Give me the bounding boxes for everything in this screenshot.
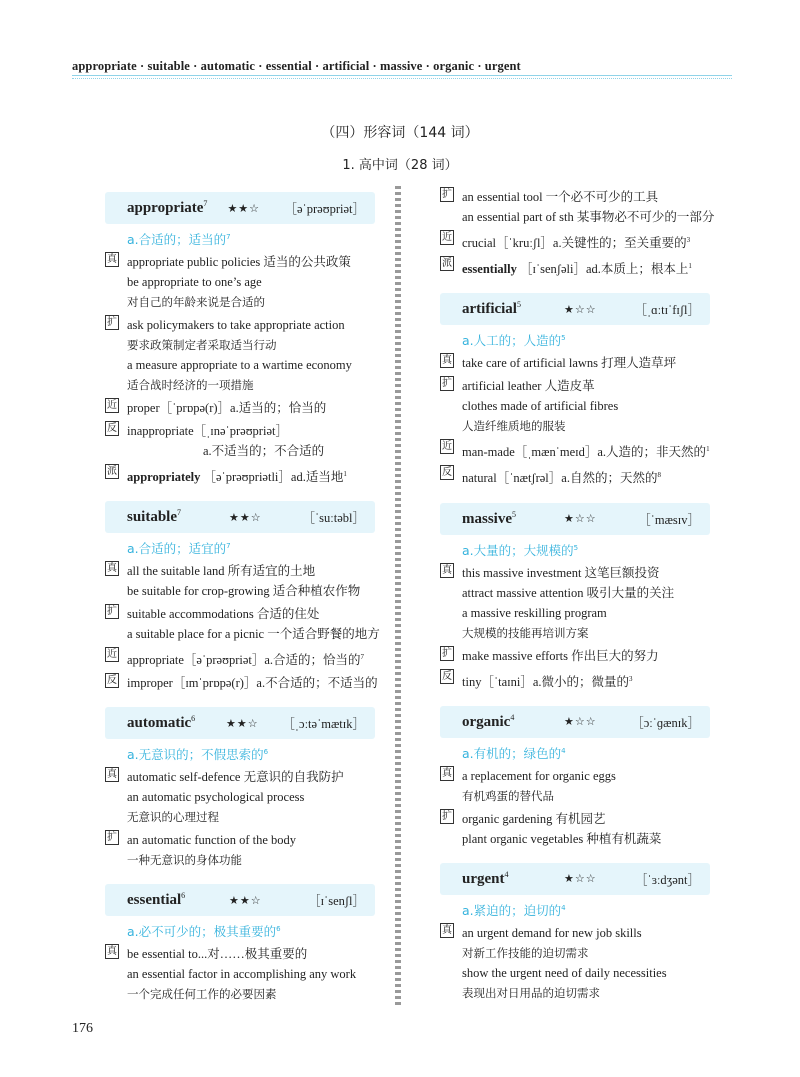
fan-tag: 反: [107, 423, 117, 434]
kuo-tag: 扩: [442, 189, 452, 200]
zhen-tag: 真: [107, 769, 117, 781]
phonetic: ［ɪˈsenʃl］: [308, 894, 365, 909]
word-header: [105, 707, 375, 739]
phonetic: ［ˈɜːdʒənt］: [635, 872, 700, 887]
zhen-tag: 真: [442, 355, 452, 367]
pai-item: 派 appropriately ［əˈprəʊpriətli］ad.适当地$^1$: [107, 466, 347, 485]
word-header: [440, 503, 710, 535]
fan-item: 反 natural［ˈnætʃrəl］a.自然的；天然的$^8$: [442, 467, 661, 486]
word-header: [440, 706, 710, 738]
meaning: a.大量的；大规模的$^5$: [462, 542, 579, 558]
jin-tag: 近: [442, 232, 452, 243]
pai-tag: 派: [442, 258, 452, 270]
headword: urgent$^4$: [462, 869, 509, 887]
kuo-item: 扩 suitable accommodations 合适的住处 a suitable place for a picnic 一个适合野餐的地方: [107, 606, 380, 642]
jin-tag: 近: [442, 441, 452, 453]
entry-urgent: [440, 863, 710, 1003]
kuo-item: 扩 organic gardening 有机园艺 plant organic vegetables 种植有机蔬菜: [442, 810, 662, 846]
headword: appropriate$^7$: [127, 199, 208, 216]
meaning: a.有机的；绿色的$^4$: [462, 745, 566, 761]
entry-massive: [440, 503, 710, 692]
star-rating: ★★☆: [226, 717, 259, 730]
star-rating: ★☆☆: [564, 303, 597, 316]
kuo-tag: 扩: [442, 647, 452, 659]
fan-item: 反 tiny［ˈtaɪni］a.微小的；微量的$^3$: [442, 670, 633, 689]
zhen-item: 真 this massive investment 这笔巨额投资 attract massive attention 吸引大量的关注 a massive reskilling program 大规模的技能再培训方案: [442, 564, 675, 640]
meaning: a.无意识的；不假思索的$^6$: [127, 747, 269, 763]
zhen-item: 真 all the suitable land 所有适宜的土地 be suitable for crop-growing 适合种植农作物: [107, 563, 361, 599]
page-number: 176: [72, 1021, 93, 1036]
word-header: [105, 501, 375, 533]
zhen-item: 真 be essential to...对……极其重要的 an essential factor in accomplishing any work 一个完成任何工作的必要因素: [107, 946, 357, 1002]
entry-automatic: [105, 707, 375, 870]
jin-item: 近 appropriate［əˈprəʊpriət］a.合适的；恰当的$^7$: [107, 649, 365, 668]
phonetic: ［əˈprəʊpriət］: [284, 202, 365, 216]
entry-appropriate: [105, 192, 375, 487]
entry-organic: [440, 706, 710, 849]
zhen-tag: 真: [442, 924, 452, 936]
entry-essential: [105, 884, 375, 1004]
word-header: [105, 884, 375, 916]
zhen-item: 真 automatic self-defence 无意识的自我防护 an automatic psychological process 无意识的心理过程: [107, 769, 344, 825]
meaning: a.紧迫的；迫切的$^4$: [462, 902, 566, 918]
kuo-tag: 扩: [107, 606, 117, 618]
zhen-item: 真 take care of artificial lawns 打理人造草坪: [442, 355, 677, 371]
headword: essential$^6$: [127, 891, 186, 909]
phonetic: ［ˌɑːtɪˈfɪʃl］: [634, 303, 700, 318]
star-rating: ★☆☆: [564, 513, 597, 526]
word-header: [105, 192, 375, 224]
meaning: a.合适的；适宜的$^7$: [127, 541, 231, 557]
entry-suitable: [105, 501, 380, 693]
star-rating: ★☆☆: [564, 716, 597, 729]
header-rule-dotted: [72, 78, 732, 79]
fan-tag: 反: [107, 675, 117, 687]
section-title: （四）形容词（144 词）: [321, 125, 479, 141]
zhen-item: 真 an urgent demand for new job skills 对新工作技能的迫切需求 show the urgent need of daily necessities 表现出对日用品的迫切需求: [442, 924, 667, 1000]
star-rating: ★★☆: [227, 202, 261, 215]
headword: massive$^5$: [462, 509, 516, 527]
right-column: [440, 189, 715, 1017]
phonetic: ［ˈsuːtəbl］: [302, 511, 365, 526]
jin-item: 近 man-made［ˌmænˈmeɪd］a.人造的；非天然的$^1$: [442, 441, 710, 460]
pai-item: 派 essentially ［ɪˈsenʃəli］ad.本质上；根本上$^1$: [442, 258, 692, 277]
zhen-tag: 真: [107, 946, 117, 958]
phonetic: ［ˌɔːtəˈmætɪk］: [282, 717, 365, 732]
jin-item: 近 crucial［ˈkruːʃl］a.关键性的；至关重要的$^3$: [442, 232, 691, 251]
zhen-tag: 真: [107, 254, 117, 265]
header-rule: [72, 75, 732, 76]
kuo-item: 扩 make massive efforts 作出巨大的努力: [442, 647, 659, 663]
star-rating: ★★☆: [229, 511, 262, 524]
kuo-tag: 扩: [442, 378, 452, 390]
kuo-tag: 扩: [442, 810, 452, 822]
fan-item: 反 improper［ɪmˈprɒpə(r)］a.不合适的；不适当的: [107, 675, 378, 691]
kuo-item: 扩 an essential tool 一个必不可少的工具 an essential part of sth 某事物必不可少的一部分: [442, 189, 715, 224]
jin-tag: 近: [107, 649, 117, 661]
phonetic: ［ˈmæsɪv］: [638, 512, 700, 527]
fan-tag: 反: [442, 467, 452, 479]
running-header: appropriate · suitable · automatic · essential · artificial · massive · organic · urgent: [72, 59, 521, 73]
phonetic: ［ɔːˈɡænɪk］: [631, 715, 700, 730]
star-rating: ★★☆: [229, 894, 262, 907]
meaning: a.必不可少的；极其重要的$^6$: [127, 924, 281, 940]
headword: organic$^4$: [462, 712, 515, 730]
kuo-tag: 扩: [107, 317, 117, 328]
fan-tag: 反: [442, 670, 452, 682]
kuo-tag: 扩: [107, 832, 117, 844]
meaning: a.合适的；适当的$^7$: [127, 232, 231, 247]
kuo-item: 扩 ask policymakers to take appropriate action 要求政策制定者采取适当行动 a measure appropriate to a wartime economy 适合战时经济的一项措施: [107, 317, 352, 392]
kuo-item: 扩 artificial leather 人造皮革 clothes made of artificial fibres 人造纤维质地的服装: [442, 378, 619, 434]
entry-essential-continued: [440, 187, 715, 279]
headword: suitable$^7$: [127, 508, 182, 526]
meaning: a.人工的；人造的$^5$: [462, 333, 566, 349]
jin-tag: 近: [107, 400, 117, 411]
zhen-tag: 真: [107, 563, 117, 575]
word-header: [440, 293, 710, 325]
left-column: [105, 192, 380, 1018]
jin-item: 近 proper［ˈprɒpə(r)］a.适当的；恰当的: [107, 400, 327, 415]
column-divider: [395, 186, 401, 1006]
kuo-item: 扩 an automatic function of the body 一种无意识的身体功能: [107, 832, 297, 868]
star-rating: ★☆☆: [564, 873, 597, 886]
headword: automatic$^6$: [127, 714, 196, 732]
zhen-tag: 真: [442, 767, 452, 779]
entry-artificial: [440, 293, 710, 488]
word-header: [440, 863, 710, 895]
zhen-item: 真 a replacement for organic eggs 有机鸡蛋的替代品: [442, 767, 616, 803]
fan-item: 反 inappropriate［ˌɪnəˈprəʊpriət］ a.不适当的；不合适的: [107, 423, 325, 458]
subsection-title: 1. 高中词（28 词）: [342, 158, 458, 173]
zhen-item: 真 appropriate public policies 适当的公共政策 be appropriate to one’s age 对自己的年龄来说是合适的: [107, 254, 351, 309]
pai-tag: 派: [107, 466, 117, 477]
headword: artificial$^5$: [462, 300, 521, 318]
zhen-tag: 真: [442, 564, 452, 576]
